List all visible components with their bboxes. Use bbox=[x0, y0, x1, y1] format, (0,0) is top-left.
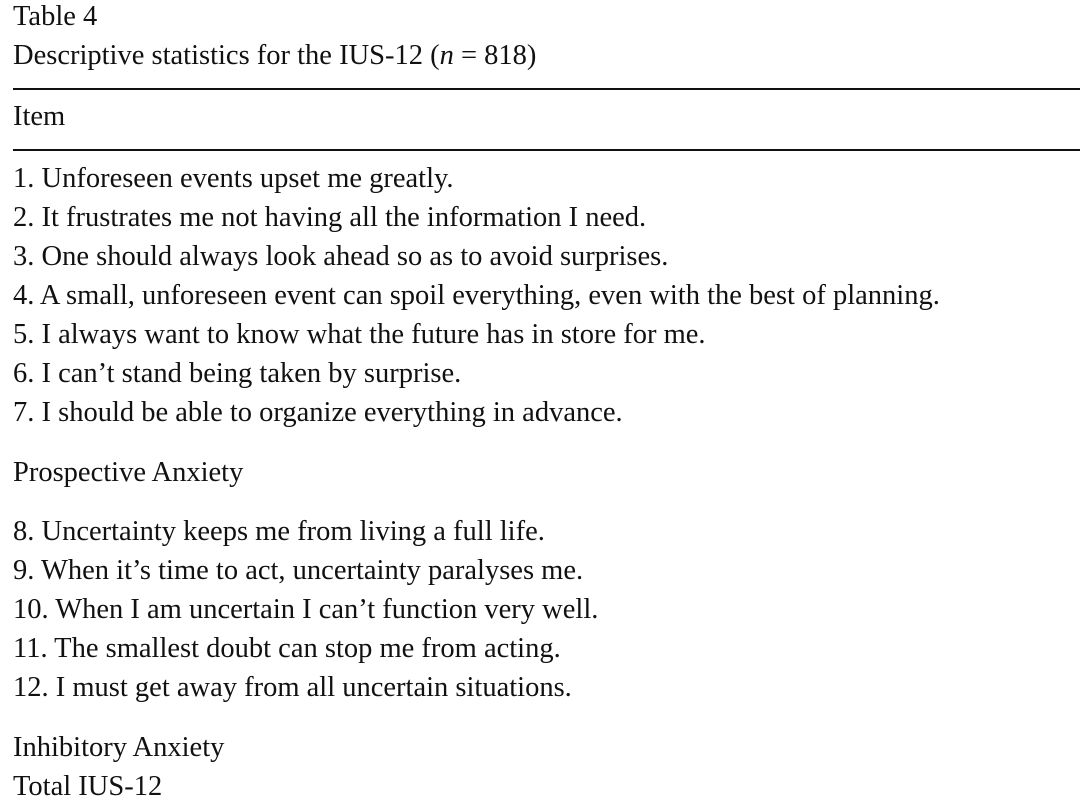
caption-suffix: = 818) bbox=[453, 40, 537, 71]
table-row: 6. I can’t stand being taken by surprise. bbox=[13, 358, 462, 389]
table-row: 8. Uncertainty keeps me from living a full life. bbox=[13, 516, 545, 547]
caption-n-symbol: n bbox=[439, 40, 454, 71]
table-caption bbox=[13, 39, 536, 73]
total-label: Total IUS-12 bbox=[13, 771, 163, 802]
table-row: 11. The smallest doubt can stop me from acting. bbox=[13, 633, 561, 664]
table-row: 3. One should always look ahead so as to avoid surprises. bbox=[13, 241, 669, 272]
top-rule bbox=[13, 88, 1080, 90]
subscale-label-inhibitory: Inhibitory Anxiety bbox=[13, 732, 225, 763]
table-label: Table 4 bbox=[13, 1, 98, 32]
column-header-item: Item bbox=[13, 101, 66, 132]
table-row: 1. Unforeseen events upset me greatly. bbox=[13, 163, 454, 194]
subscale-label-prospective: Prospective Anxiety bbox=[13, 457, 244, 488]
table-row: 2. It frustrates me not having all the information I need. bbox=[13, 202, 647, 233]
table-row: 9. When it’s time to act, uncertainty paralyses me. bbox=[13, 555, 584, 586]
table-row: 7. I should be able to organize everything in advance. bbox=[13, 397, 623, 428]
header-rule bbox=[13, 149, 1080, 151]
table-row: 4. A small, unforeseen event can spoil everything, even with the best of planning. bbox=[13, 280, 940, 311]
table-row: 5. I always want to know what the future has in store for me. bbox=[13, 319, 706, 350]
table-row: 10. When I am uncertain I can’t function very well. bbox=[13, 594, 599, 625]
caption-prefix: Descriptive statistics for the IUS-12 ( bbox=[13, 40, 440, 71]
table-row: 12. I must get away from all uncertain situations. bbox=[13, 672, 572, 703]
